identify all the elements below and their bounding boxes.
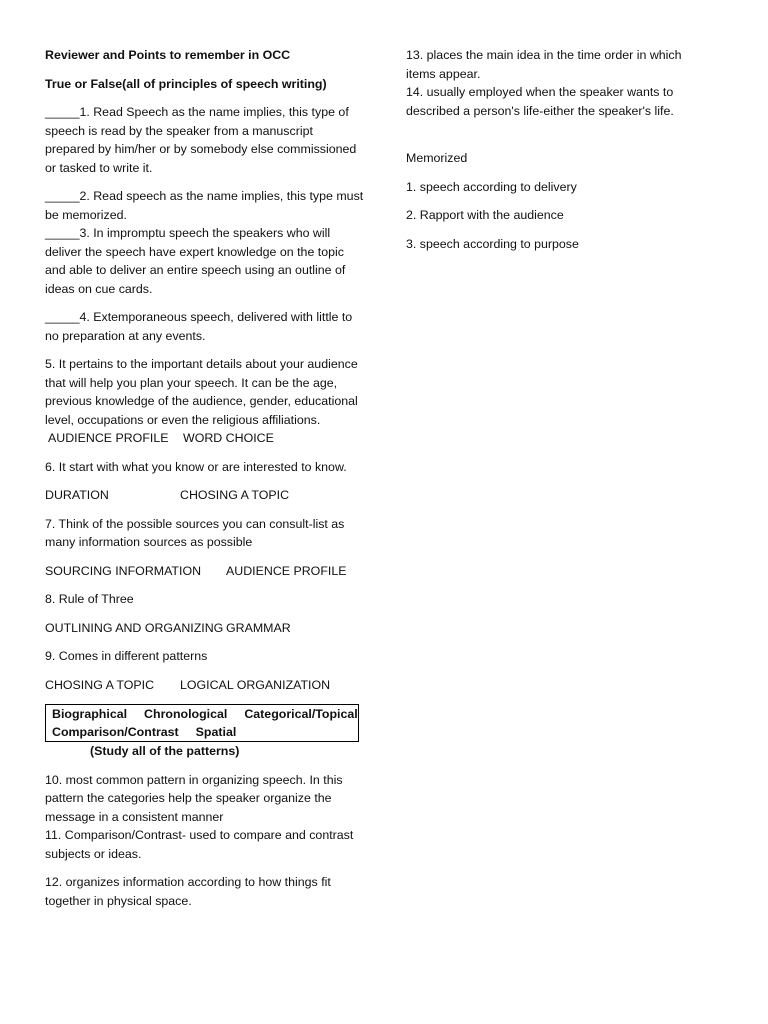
left-column [45,46,365,910]
question-3: _____3. In impromptu speech the speakers who will deliver the speech have expert knowledge on the topic and able to deliver an entire speech using an outline of ideas on cue cards. [45,226,346,296]
question-10: 10. most common pattern in organizing speech. In this pattern the categories help the speaker organize the message in a consistent manner [45,772,343,824]
question-6: 6. It start with what you know or are interested to know. [45,459,347,474]
question-9-choices [45,676,365,695]
choice-a: DURATION [45,488,109,502]
question-14: 14. usually employed when the speaker wants to described a person's life-either the speaker's life. [406,85,674,118]
question-5-choices [45,429,365,448]
question-13: 13. places the main idea in the time order in which items appear. [406,48,682,81]
question-7: 7. Think of the possible sources you can consult-list as many information sources as possible [45,516,345,549]
study-note: (Study all of the patterns) [90,744,240,758]
document-title: Reviewer and Points to remember in OCC [45,48,291,62]
choice-b: GRAMMAR [226,620,291,635]
memorized-item-1: 1. speech according to delivery [406,179,577,194]
choice-b: CHOSING A TOPIC [180,488,290,502]
choice-b: AUDIENCE PROFILE [226,563,347,578]
memorized-item-3: 3. speech according to purpose [406,236,579,251]
right-column [406,46,706,253]
choice-a: SOURCING INFORMATION [45,563,202,578]
choice-a: AUDIENCE PROFILE [48,431,169,445]
question-8: 8. Rule of Three [45,592,134,606]
choice-a: CHOSING A TOPIC [45,677,155,692]
question-11: 11. Comparison/Contrast- used to compare and contrast subjects or ideas. [45,828,354,861]
question-5: 5. It pertains to the important details about your audience that will help you plan your speech. It can be the age, previous knowledge of the audience, gender, educational level, occupations or even the religious affiliations. [45,357,358,427]
question-9: 9. Comes in different patterns [45,649,208,663]
patterns-box [45,704,359,742]
memorized-heading: Memorized [406,151,468,165]
question-1: _____1. Read Speech as the name implies, this type of speech is read by the speaker from a manuscript prepared by him/her or by somebody else commissioned or tasked to write it. [45,105,357,175]
pattern-comparison: Comparison/Contrast [52,725,179,739]
choice-b: LOGICAL ORGANIZATION [180,677,331,692]
choice-a: OUTLINING AND ORGANIZING [45,620,224,635]
pattern-chronological: Chronological [144,707,228,721]
section-heading: True or False(all of principles of speech writing) [45,76,327,91]
pattern-spatial: Spatial [195,725,237,739]
question-12: 12. organizes information according to how things fit together in physical space. [45,875,331,908]
question-8-choices [45,619,365,638]
pattern-categorical: Categorical/Topical [244,707,358,721]
pattern-biographical: Biographical [52,707,128,721]
question-4: _____4. Extemporaneous speech, delivered with little to no preparation at any events. [45,310,353,343]
choice-b: WORD CHOICE [183,431,274,445]
question-7-choices [45,562,365,581]
question-2: _____2. Read speech as the name implies, this type must be memorized. [45,189,364,222]
memorized-item-2: 2. Rapport with the audience [406,208,564,222]
question-6-choices [45,486,365,505]
